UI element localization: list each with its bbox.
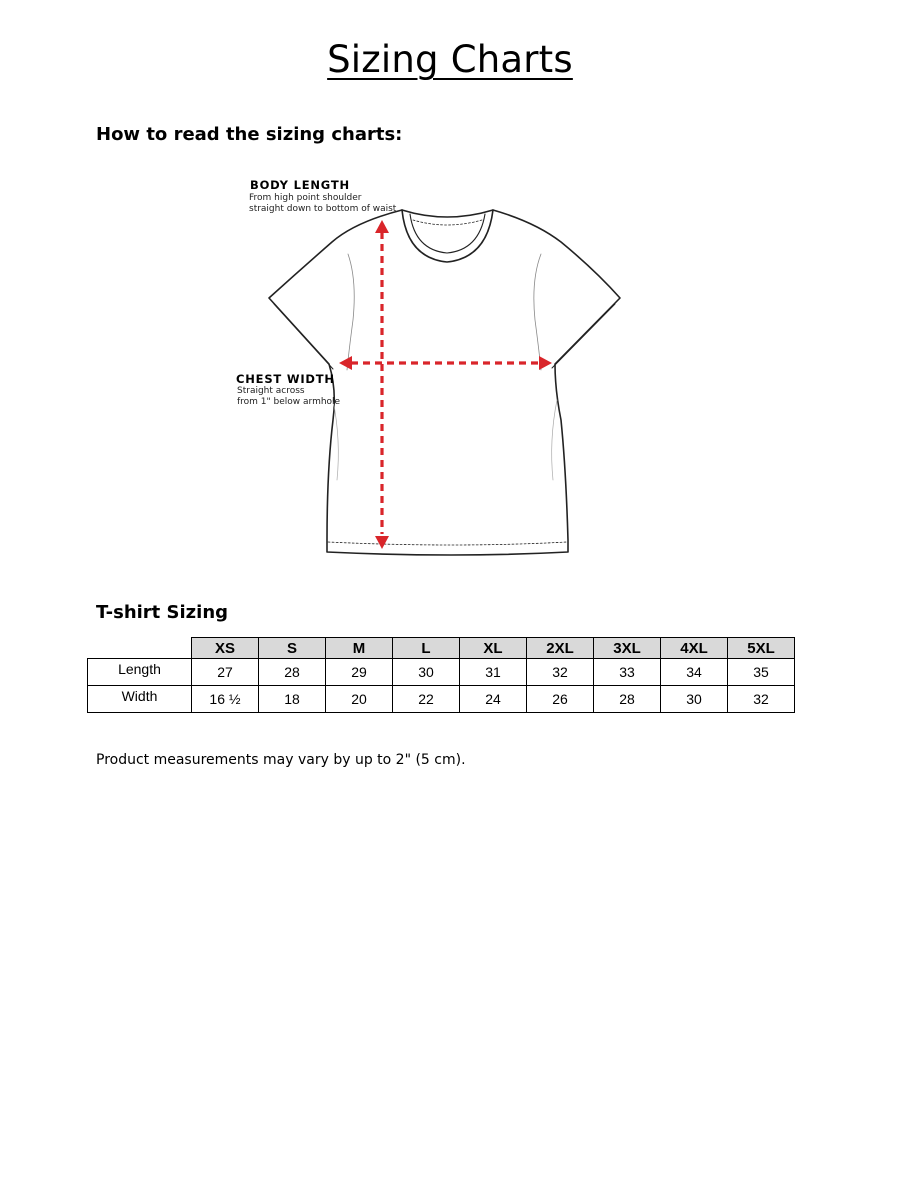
- chest-width-desc-2: from 1" below armhole: [237, 397, 341, 407]
- chest-width-title: CHEST WIDTH: [236, 372, 335, 386]
- row-label-length: Length: [88, 659, 192, 686]
- size-header-s: S: [259, 638, 326, 659]
- tshirt-collar: [402, 210, 493, 262]
- chest-width-arrowhead-left: [339, 356, 352, 370]
- width-cell: 22: [393, 686, 460, 713]
- size-header-row: [88, 638, 795, 659]
- blank-corner-cell: [88, 638, 192, 659]
- width-cell: 30: [661, 686, 728, 713]
- size-header-3xl: 3XL: [594, 638, 661, 659]
- table-row-length: [88, 659, 795, 686]
- measurement-footnote: Product measurements may vary by up to 2" (5 cm).: [96, 752, 466, 768]
- body-length-desc-1: From high point shoulder: [249, 193, 362, 203]
- length-cell: 28: [259, 659, 326, 686]
- tshirt-size-table: [87, 637, 795, 713]
- length-cell: 30: [393, 659, 460, 686]
- row-label-width: Width: [88, 686, 192, 713]
- chest-width-desc-1: Straight across: [237, 386, 305, 396]
- length-cell: 29: [326, 659, 393, 686]
- width-cell: 16 ½: [192, 686, 259, 713]
- tshirt-sizing-heading: T-shirt Sizing: [96, 602, 229, 623]
- size-header-m: M: [326, 638, 393, 659]
- size-header-xs: XS: [192, 638, 259, 659]
- body-length-desc-2: straight down to bottom of waist: [249, 204, 397, 214]
- width-cell: 20: [326, 686, 393, 713]
- length-cell: 27: [192, 659, 259, 686]
- table-row-width: [88, 686, 795, 713]
- width-cell: 24: [460, 686, 527, 713]
- body-length-title: BODY LENGTH: [250, 178, 350, 192]
- width-cell: 32: [728, 686, 795, 713]
- size-header-2xl: 2XL: [527, 638, 594, 659]
- length-cell: 32: [527, 659, 594, 686]
- length-cell: 31: [460, 659, 527, 686]
- size-header-xl: XL: [460, 638, 527, 659]
- width-cell: 26: [527, 686, 594, 713]
- width-cell: 18: [259, 686, 326, 713]
- size-header-5xl: 5XL: [728, 638, 795, 659]
- page-title: Sizing Charts: [327, 38, 573, 81]
- body-length-arrowhead-bottom: [375, 536, 389, 549]
- tshirt-illustration: [225, 170, 645, 570]
- length-cell: 33: [594, 659, 661, 686]
- length-cell: 34: [661, 659, 728, 686]
- size-header-l: L: [393, 638, 460, 659]
- size-header-4xl: 4XL: [661, 638, 728, 659]
- how-to-read-heading: How to read the sizing charts:: [96, 124, 403, 145]
- chest-width-arrowhead-right: [539, 356, 552, 370]
- width-cell: 28: [594, 686, 661, 713]
- tshirt-measurement-diagram: [225, 170, 645, 570]
- body-length-arrowhead-top: [375, 220, 389, 233]
- length-cell: 35: [728, 659, 795, 686]
